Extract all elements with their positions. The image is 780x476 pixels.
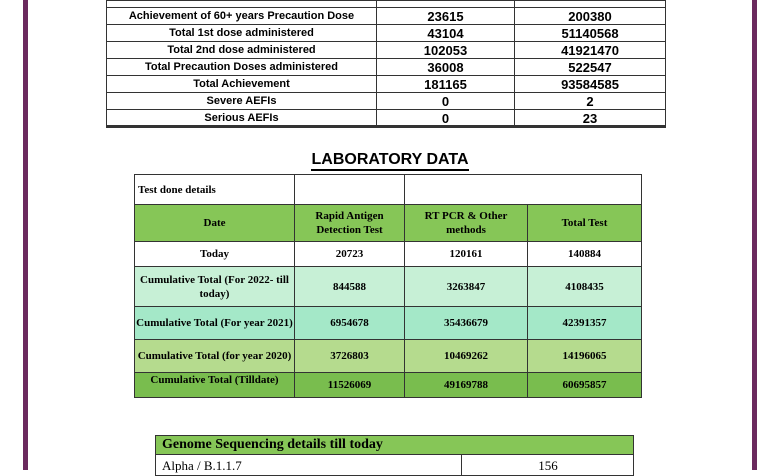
vacc-today: 0 <box>377 110 515 127</box>
row-rat: 844588 <box>295 267 405 307</box>
row-rat: 11526069 <box>295 373 405 398</box>
table-row <box>107 1 666 8</box>
vacc-label: Total 1st dose administered <box>107 25 377 42</box>
column-header-rat: Rapid Antigen Detection Test <box>295 205 405 242</box>
column-header-rtpcr: RT PCR & Other methods <box>405 205 528 242</box>
vacc-label: Severe AEFIs <box>107 93 377 110</box>
table-double-rule <box>106 125 666 128</box>
table-row <box>135 373 642 398</box>
vacc-label: Achievement of 60+ years Precaution Dose <box>107 8 377 25</box>
table-row <box>135 307 642 340</box>
vacc-today: 43104 <box>377 25 515 42</box>
table-header-row <box>135 205 642 242</box>
table-row <box>135 267 642 307</box>
table-row <box>107 59 666 76</box>
row-rat: 20723 <box>295 242 405 267</box>
row-date: Cumulative Total (For year 2021) <box>135 307 295 340</box>
row-total: 14196065 <box>528 340 642 373</box>
row-total: 42391357 <box>528 307 642 340</box>
row-total: 4108435 <box>528 267 642 307</box>
vacc-total: 41921470 <box>515 42 666 59</box>
column-header-date: Date <box>135 205 295 242</box>
row-rtpcr: 49169788 <box>405 373 528 398</box>
table-row <box>107 25 666 42</box>
row-date: Cumulative Total (For 2022- till today) <box>135 267 295 307</box>
table-row <box>135 175 642 205</box>
genome-title: Genome Sequencing details till today <box>156 436 633 455</box>
table-row <box>107 93 666 110</box>
vacc-total: 2 <box>515 93 666 110</box>
vacc-total: 51140568 <box>515 25 666 42</box>
table-row <box>135 340 642 373</box>
row-rtpcr: 35436679 <box>405 307 528 340</box>
vacc-total: 93584585 <box>515 76 666 93</box>
laboratory-title <box>0 151 780 169</box>
genome-variant-name: Alpha / B.1.1.7 <box>162 458 242 473</box>
table-row <box>107 76 666 93</box>
vacc-label: Total Achievement <box>107 76 377 93</box>
table-row <box>107 110 666 127</box>
column-header-total: Total Test <box>528 205 642 242</box>
genome-variant-count: 156 <box>538 458 558 473</box>
table-row <box>156 455 633 475</box>
vaccination-table <box>106 0 666 127</box>
table-row <box>107 42 666 59</box>
row-total: 140884 <box>528 242 642 267</box>
page-border-left <box>23 0 28 470</box>
row-date: Today <box>135 242 295 267</box>
vacc-today: 36008 <box>377 59 515 76</box>
vacc-today: 0 <box>377 93 515 110</box>
laboratory-title-text: LABORATORY DATA <box>311 151 468 171</box>
row-rat: 3726803 <box>295 340 405 373</box>
row-date: Cumulative Total (Tilldate) <box>150 374 279 386</box>
vacc-today: 102053 <box>377 42 515 59</box>
vacc-today: 181165 <box>377 76 515 93</box>
row-rtpcr: 10469262 <box>405 340 528 373</box>
row-total: 60695857 <box>528 373 642 398</box>
row-rat: 6954678 <box>295 307 405 340</box>
vacc-total: 522547 <box>515 59 666 76</box>
vacc-label: Total 2nd dose administered <box>107 42 377 59</box>
vacc-total: 23 <box>515 110 666 127</box>
laboratory-table <box>134 174 642 398</box>
vacc-today: 23615 <box>377 8 515 25</box>
row-date: Cumulative Total (for year 2020) <box>135 340 295 373</box>
vacc-total: 200380 <box>515 8 666 25</box>
page-border-right <box>752 0 757 470</box>
row-rtpcr: 3263847 <box>405 267 528 307</box>
row-rtpcr: 120161 <box>405 242 528 267</box>
vacc-label: Serious AEFIs <box>107 110 377 127</box>
table-row <box>107 8 666 25</box>
vacc-label: Total Precaution Doses administered <box>107 59 377 76</box>
test-done-label: Test done details <box>135 175 295 205</box>
table-row <box>135 242 642 267</box>
